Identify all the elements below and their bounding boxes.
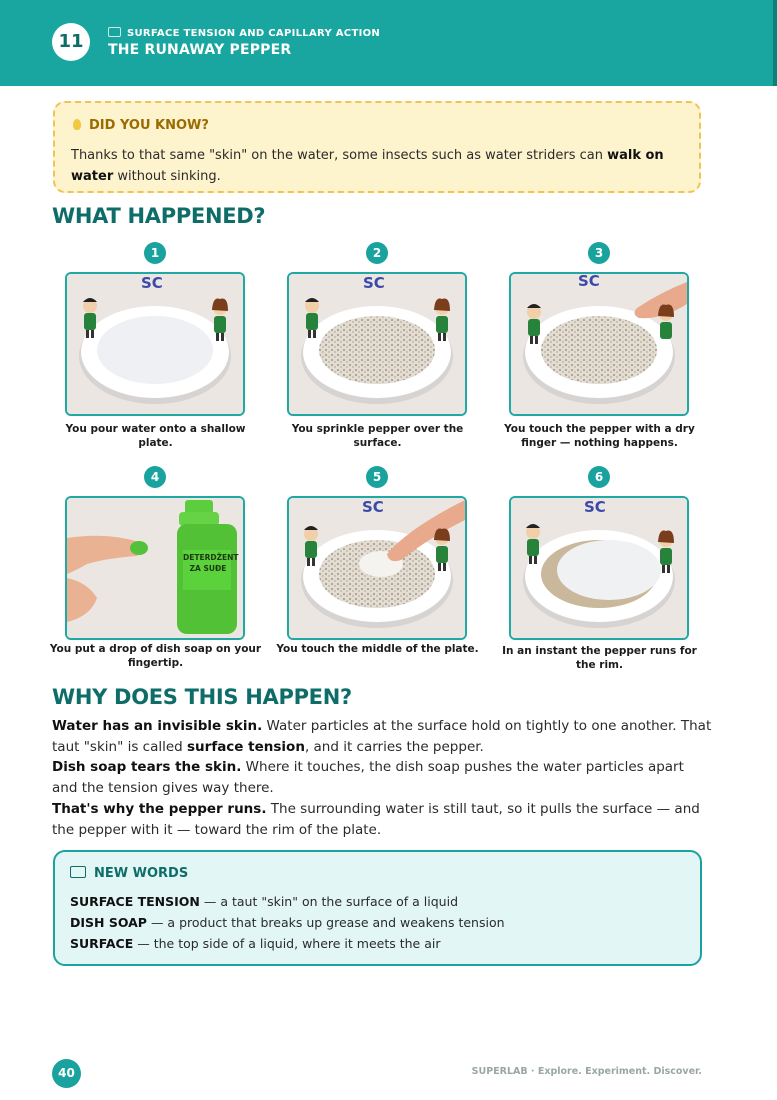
new-word-3-term: SURFACE <box>70 936 134 951</box>
why-paragraph-2 <box>52 757 712 798</box>
step-photo-5 <box>287 496 467 640</box>
step-caption-5: You touch the middle of the plate. <box>276 643 479 655</box>
why-p1-bold: Water has an invisible skin. <box>52 718 263 734</box>
new-word-3 <box>70 936 440 951</box>
why-paragraph-3 <box>52 799 712 840</box>
step-caption-6: In an instant the pepper runs for the rim. <box>502 645 697 671</box>
sc-logo-5: SC <box>362 498 384 516</box>
step-caption-2: You sprinkle pepper over the surface. <box>291 423 464 449</box>
page-number-badge: 40 <box>52 1059 81 1088</box>
step-number-5: 5 <box>366 466 388 488</box>
new-word-1 <box>70 894 458 909</box>
new-words-title <box>70 866 188 881</box>
step-caption-4: You put a drop of dish soap on your fingertip. <box>49 643 262 669</box>
step-photo-6 <box>509 496 689 640</box>
sc-logo-3: SC <box>578 272 600 290</box>
sc-logo-1: SC <box>141 274 163 292</box>
step-number-2: 2 <box>366 242 388 264</box>
why-body <box>52 716 712 840</box>
chapter-kicker <box>108 27 380 39</box>
why-p1-bold2: surface tension <box>187 738 305 755</box>
did-you-know-text <box>71 145 687 187</box>
kicker-text: SURFACE TENSION AND CAPILLARY ACTION <box>127 28 381 39</box>
step-number-3: 3 <box>588 242 610 264</box>
why-heading: WHY DOES THIS HAPPEN? <box>52 685 352 709</box>
what-happened-heading: WHAT HAPPENED? <box>52 204 266 228</box>
page-header <box>0 0 777 86</box>
new-word-3-definition: — the top side of a liquid, where it meets the air <box>133 936 441 951</box>
step-number-1: 1 <box>144 242 166 264</box>
why-paragraph-1 <box>52 716 712 757</box>
did-you-know-title <box>73 118 209 133</box>
sc-logo-2: SC <box>363 274 385 292</box>
dyk-text-bold: walk on water <box>71 148 664 184</box>
did-you-know-box <box>53 101 701 193</box>
new-word-1-term: SURFACE TENSION <box>70 894 200 909</box>
step-photo-1 <box>65 272 245 416</box>
sc-logo-6: SC <box>584 498 606 516</box>
step-caption-3: You touch the pepper with a dry finger — nothing happens. <box>504 423 695 449</box>
step-number-6: 6 <box>588 466 610 488</box>
footer-tagline: SUPERLAB · Explore. Experiment. Discover. <box>471 1066 702 1077</box>
tag-icon <box>108 27 121 37</box>
why-p1-text-a: Water particles at the surface hold on tightly to one another. That taut "skin" is called <box>52 718 712 755</box>
bottle-label: DETERDŽENT ZA SUĐE <box>183 553 239 573</box>
step-number-4: 4 <box>144 466 166 488</box>
new-words-title-text: NEW WORDS <box>94 866 189 881</box>
new-word-2-term: DISH SOAP <box>70 915 147 930</box>
did-you-know-title-text: DID YOU KNOW? <box>89 118 209 133</box>
header-edge <box>773 0 777 86</box>
lightbulb-icon <box>73 119 81 130</box>
why-p3-text: The surrounding water is still taut, so it pulls the surface — and the pepper with it — toward the rim of the plate. <box>52 800 700 838</box>
new-word-1-definition: — a taut "skin" on the surface of a liquid <box>199 894 459 909</box>
step-photo-2 <box>287 272 467 416</box>
step-caption-1: You pour water onto a shallow plate. <box>65 423 246 449</box>
step-photo-3 <box>509 272 689 416</box>
dyk-text-b: without sinking. <box>113 169 221 184</box>
why-p2-bold: Dish soap tears the skin. <box>52 759 242 776</box>
new-word-2-definition: — a product that breaks up grease and weakens tension <box>146 915 505 930</box>
dyk-text-a: Thanks to that same "skin" on the water, some insects such as water striders can <box>71 148 608 163</box>
book-icon <box>70 866 86 878</box>
why-p3-bold: That's why the pepper runs. <box>52 800 267 817</box>
new-word-2 <box>70 915 505 930</box>
new-words-box <box>53 850 702 966</box>
chapter-number-badge: 11 <box>52 23 90 61</box>
why-p1-text-b: , and it carries the pepper. <box>304 738 484 755</box>
chapter-title: THE RUNAWAY PEPPER <box>108 42 292 58</box>
step-photo-4 <box>65 496 245 640</box>
why-p2-text: Where it touches, the dish soap pushes the water particles apart and the tension gives way there. <box>52 759 684 797</box>
